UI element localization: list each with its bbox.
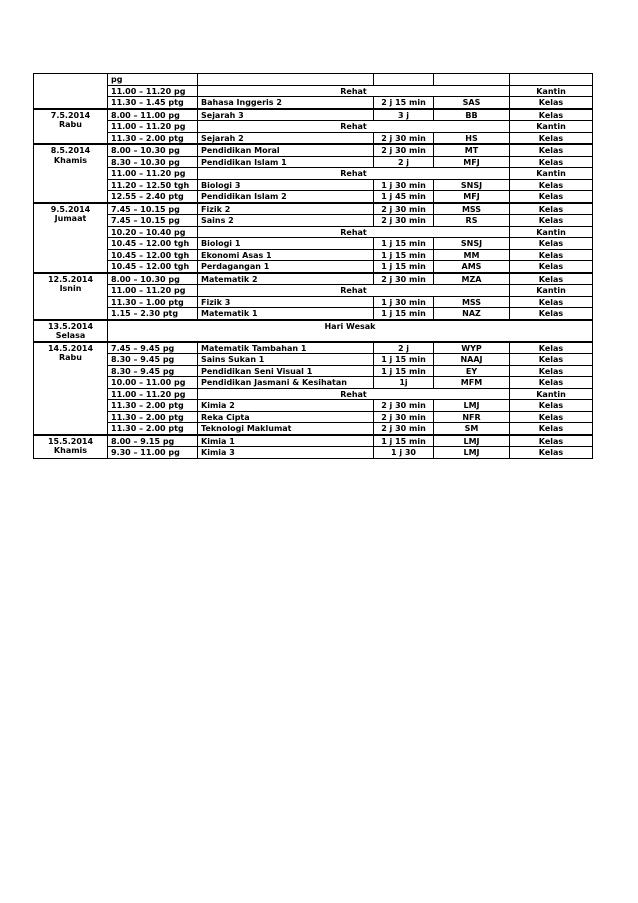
teacher-cell: MFM [434, 377, 510, 389]
time-cell: 11.30 – 2.00 ptg [108, 132, 198, 144]
venue-cell: Kelas [510, 215, 593, 227]
subject-cell: Perdagangan 1 [198, 261, 374, 273]
time-cell: 10.20 – 10.40 pg [108, 226, 198, 238]
time-cell: 11.00 – 11.20 pg [108, 388, 198, 400]
time-cell: 8.00 – 10.30 pg [108, 144, 198, 156]
table-row [34, 273, 593, 285]
subject-cell: Sains Sukan 1 [198, 354, 374, 366]
day-name: Khamis [53, 155, 88, 165]
duration-cell: 1 j 30 [374, 447, 434, 459]
duration-cell: 2 j 15 min [374, 97, 434, 109]
duration-cell: 2 j 30 min [374, 423, 434, 435]
table-row [34, 121, 593, 133]
time-cell: 8.30 – 10.30 pg [108, 156, 198, 168]
subject-cell: Sejarah 2 [198, 132, 374, 144]
date: 9.5.2014 [50, 204, 91, 214]
break-cell: Rehat [198, 168, 510, 180]
teacher-cell: MFJ [434, 191, 510, 203]
holiday-cell: Hari Wesak [108, 320, 593, 342]
date-cell [34, 144, 108, 203]
table-row [34, 411, 593, 423]
duration-cell: 2 j 30 min [374, 203, 434, 215]
venue-cell: Kelas [510, 156, 593, 168]
duration-cell: 2 j 30 min [374, 132, 434, 144]
date-cell [34, 74, 108, 109]
venue-cell: Kelas [510, 203, 593, 215]
venue-cell: Kelas [510, 273, 593, 285]
day-name: Rabu [59, 120, 82, 129]
time-cell: 9.30 – 11.00 pg [108, 447, 198, 459]
venue-cell: Kelas [510, 435, 593, 447]
date-cell [34, 273, 108, 320]
table-row [34, 296, 593, 308]
date-cell [34, 203, 108, 273]
subject-cell: Sains 2 [198, 215, 374, 227]
teacher-cell: AMS [434, 261, 510, 273]
table-row [34, 261, 593, 273]
venue-cell: Kantin [510, 226, 593, 238]
table-row [34, 249, 593, 261]
subject-cell: Pendidikan Islam 1 [198, 156, 374, 168]
day-name: Jumaat [54, 214, 87, 223]
break-cell: Rehat [198, 85, 510, 97]
table-row [34, 365, 593, 377]
table-row [34, 423, 593, 435]
table-row [34, 447, 593, 459]
table-row [34, 109, 593, 121]
date: 14.5.2014 [47, 343, 94, 353]
venue-cell: Kantin [510, 121, 593, 133]
venue-cell: Kelas [510, 296, 593, 308]
subject-cell: Teknologi Maklumat [198, 423, 374, 435]
break-cell: Rehat [198, 226, 510, 238]
table-row [34, 226, 593, 238]
table-row [34, 308, 593, 320]
subject-cell: Pendidikan Moral [198, 144, 374, 156]
time-cell: 1.15 – 2.30 ptg [108, 308, 198, 320]
duration-cell: 1 j 15 min [374, 249, 434, 261]
table-row [34, 388, 593, 400]
time-cell: 7.45 – 10.15 pg [108, 203, 198, 215]
schedule-body [34, 74, 593, 459]
table-row [34, 179, 593, 191]
subject-cell: Reka Cipta [198, 411, 374, 423]
teacher-cell: MM [434, 249, 510, 261]
duration-cell [374, 74, 434, 86]
time-cell: pg [108, 74, 198, 86]
day-name: Rabu [59, 353, 82, 362]
time-cell: 8.00 – 11.00 pg [108, 109, 198, 121]
teacher-cell: NFR [434, 411, 510, 423]
teacher-cell: SNSJ [434, 238, 510, 250]
table-row [34, 238, 593, 250]
time-cell: 11.30 – 1.00 ptg [108, 296, 198, 308]
venue-cell: Kelas [510, 411, 593, 423]
duration-cell: 1 j 15 min [374, 261, 434, 273]
subject-cell: Sejarah 3 [198, 109, 374, 121]
time-cell: 7.45 – 10.15 pg [108, 215, 198, 227]
duration-cell: 1 j 15 min [374, 238, 434, 250]
teacher-cell: MT [434, 144, 510, 156]
table-row [34, 377, 593, 389]
subject-cell: Pendidikan Islam 2 [198, 191, 374, 203]
time-cell: 7.45 – 9.45 pg [108, 342, 198, 354]
date: 8.5.2014 [50, 146, 91, 155]
table-row [34, 168, 593, 180]
time-cell: 11.00 – 11.20 pg [108, 85, 198, 97]
duration-cell: 1j [374, 377, 434, 389]
teacher-cell: MSS [434, 203, 510, 215]
subject-cell: Biologi 3 [198, 179, 374, 191]
date-cell [34, 342, 108, 435]
table-row [34, 74, 593, 86]
time-cell: 11.20 – 12.50 tgh [108, 179, 198, 191]
venue-cell: Kelas [510, 308, 593, 320]
duration-cell: 1 j 15 min [374, 354, 434, 366]
time-cell: 8.00 – 10.30 pg [108, 273, 198, 285]
venue-cell: Kelas [510, 342, 593, 354]
venue-cell: Kelas [510, 249, 593, 261]
break-cell: Rehat [198, 388, 510, 400]
duration-cell: 2 j 30 min [374, 144, 434, 156]
table-row [34, 156, 593, 168]
venue-cell: Kelas [510, 144, 593, 156]
teacher-cell: EY [434, 365, 510, 377]
subject-cell: Kimia 1 [198, 435, 374, 447]
time-cell: 11.30 – 2.00 ptg [108, 423, 198, 435]
table-row [34, 400, 593, 412]
duration-cell: 2 j 30 min [374, 400, 434, 412]
subject-cell: Bahasa Inggeris 2 [198, 97, 374, 109]
subject-cell [198, 74, 374, 86]
teacher-cell: WYP [434, 342, 510, 354]
teacher-cell: RS [434, 215, 510, 227]
table-row [34, 191, 593, 203]
venue-cell [510, 74, 593, 86]
subject-cell: Fizik 3 [198, 296, 374, 308]
date-cell [34, 320, 108, 342]
table-row [34, 320, 593, 342]
date-cell [34, 435, 108, 459]
table-row [34, 132, 593, 144]
time-cell: 11.00 – 11.20 pg [108, 285, 198, 297]
teacher-cell: NAAJ [434, 354, 510, 366]
duration-cell: 1 j 15 min [374, 365, 434, 377]
venue-cell: Kelas [510, 400, 593, 412]
duration-cell: 1 j 30 min [374, 179, 434, 191]
teacher-cell: SAS [434, 97, 510, 109]
time-cell: 11.00 – 11.20 pg [108, 168, 198, 180]
table-row [34, 435, 593, 447]
break-cell: Rehat [198, 285, 510, 297]
duration-cell: 3 j [374, 109, 434, 121]
venue-cell: Kelas [510, 261, 593, 273]
duration-cell: 2 j 30 min [374, 273, 434, 285]
duration-cell: 2 j 30 min [374, 215, 434, 227]
teacher-cell: SM [434, 423, 510, 435]
duration-cell: 1 j 15 min [374, 435, 434, 447]
date: 15.5.2014 [47, 436, 94, 446]
day-name: Selasa [55, 331, 86, 340]
table-row [34, 285, 593, 297]
table-row [34, 85, 593, 97]
table-row [34, 144, 593, 156]
venue-cell: Kelas [510, 191, 593, 203]
subject-cell: Matematik 2 [198, 273, 374, 285]
time-cell: 10.45 – 12.00 tgh [108, 238, 198, 250]
teacher-cell: MFJ [434, 156, 510, 168]
duration-cell: 2 j 30 min [374, 411, 434, 423]
subject-cell: Pendidikan Jasmani & Kesihatan [198, 377, 374, 389]
table-row [34, 203, 593, 215]
table-row [34, 97, 593, 109]
time-cell: 8.30 – 9.45 pg [108, 354, 198, 366]
venue-cell: Kelas [510, 447, 593, 459]
time-cell: 8.00 – 9.15 pg [108, 435, 198, 447]
teacher-cell: LMJ [434, 400, 510, 412]
teacher-cell: MZA [434, 273, 510, 285]
subject-cell: Kimia 2 [198, 400, 374, 412]
venue-cell: Kantin [510, 85, 593, 97]
venue-cell: Kelas [510, 109, 593, 121]
time-cell: 12.55 – 2.40 ptg [108, 191, 198, 203]
duration-cell: 2 j [374, 342, 434, 354]
venue-cell: Kelas [510, 377, 593, 389]
teacher-cell: SNSJ [434, 179, 510, 191]
date: 7.5.2014 [50, 110, 91, 120]
venue-cell: Kelas [510, 238, 593, 250]
table-row [34, 354, 593, 366]
time-cell: 8.30 – 9.45 pg [108, 365, 198, 377]
day-name: Isnin [59, 284, 82, 293]
time-cell: 11.30 – 2.00 ptg [108, 400, 198, 412]
subject-cell: Biologi 1 [198, 238, 374, 250]
teacher-cell: NAZ [434, 308, 510, 320]
date-cell [34, 109, 108, 145]
duration-cell: 2 j [374, 156, 434, 168]
subject-cell: Kimia 3 [198, 447, 374, 459]
venue-cell: Kelas [510, 365, 593, 377]
time-cell: 11.30 – 1.45 ptg [108, 97, 198, 109]
subject-cell: Pendidikan Seni Visual 1 [198, 365, 374, 377]
venue-cell: Kelas [510, 179, 593, 191]
break-cell: Rehat [198, 121, 510, 133]
teacher-cell: MSS [434, 296, 510, 308]
teacher-cell: BB [434, 109, 510, 121]
duration-cell: 1 j 30 min [374, 296, 434, 308]
subject-cell: Matematik Tambahan 1 [198, 342, 374, 354]
venue-cell: Kelas [510, 423, 593, 435]
teacher-cell: HS [434, 132, 510, 144]
table-row [34, 342, 593, 354]
table-row [34, 215, 593, 227]
venue-cell: Kelas [510, 354, 593, 366]
subject-cell: Fizik 2 [198, 203, 374, 215]
date: 13.5.2014 [47, 321, 94, 331]
teacher-cell [434, 74, 510, 86]
teacher-cell: LMJ [434, 435, 510, 447]
teacher-cell: LMJ [434, 447, 510, 459]
time-cell: 10.00 – 11.00 pg [108, 377, 198, 389]
date: 12.5.2014 [47, 274, 94, 284]
venue-cell: Kantin [510, 285, 593, 297]
venue-cell: Kantin [510, 168, 593, 180]
venue-cell: Kelas [510, 132, 593, 144]
day-name: Khamis [53, 446, 88, 455]
time-cell: 11.30 – 2.00 ptg [108, 411, 198, 423]
subject-cell: Ekonomi Asas 1 [198, 249, 374, 261]
duration-cell: 1 j 15 min [374, 308, 434, 320]
subject-cell: Matematik 1 [198, 308, 374, 320]
venue-cell: Kantin [510, 388, 593, 400]
time-cell: 11.00 – 11.20 pg [108, 121, 198, 133]
time-cell: 10.45 – 12.00 tgh [108, 249, 198, 261]
time-cell: 10.45 – 12.00 tgh [108, 261, 198, 273]
duration-cell: 1 j 45 min [374, 191, 434, 203]
exam-schedule-table [33, 73, 593, 459]
venue-cell: Kelas [510, 97, 593, 109]
